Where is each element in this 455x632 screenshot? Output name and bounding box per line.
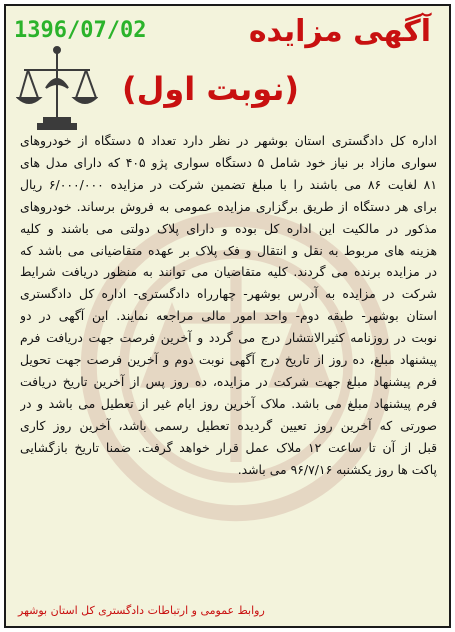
scales-of-justice-icon <box>16 40 98 132</box>
body-line: نوبت در روزنامه کثیرالانتشار درج می گردد و آخرین فرصت جهت دریافت فرم <box>20 330 437 346</box>
body-line: برای هر دستگاه از طریق برگزاری مزایده عمومی به فروش برساند. خودروهای <box>20 198 437 214</box>
body-line: فرم پیشنهاد مبلغ می باشد. ملاک آخرین روز ایام غیر از تعطیل می باشد و در <box>20 395 437 411</box>
body-line: اداره کل دادگستری استان بوشهر در نظر دارد تعداد ۵ دستگاه از خودروهای <box>20 133 437 148</box>
body-line: پاکت ها روز یکشنبه ۹۶/۷/۱۶ می باشد. <box>237 461 437 477</box>
notice-subtitle: (نوبت اول) <box>122 70 299 108</box>
body-line: شرکت در مزایده به آدرس بوشهر- چهارراه دادگستری- اداره کل دادگستری <box>20 286 437 302</box>
notice-title: آگهی مزایده <box>248 14 431 49</box>
body-line: قبل از آن تا ساعت ۱۲ ملاک عمل قرار خواهد گرفت. ضمنا تاریخ بازگشایی <box>20 439 437 455</box>
notice-body <box>20 130 437 481</box>
body-line: ۸۱ لغایت ۸۶ می باشند را با مبلغ تضمین شرکت در مزایده ۶/۰۰۰/۰۰۰ ریال <box>20 176 437 192</box>
body-line: استان بوشهر- طبقه دوم- واحد امور مالی مراجعه نمایند. این آگهی در دو <box>20 308 437 324</box>
body-line: در مزایده برنده می گردند. کلیه متقاضیان می توانند به منظور دریافت شرایط <box>20 264 437 280</box>
body-line: فرم پیشنهاد مبلغ جهت شرکت در مزایده، ده روز پس از آخرین تاریخ دریافت <box>20 373 437 389</box>
body-line: هزینه های مربوط به نقل و انتقال و فک پلاک بر عهده متقاضیانی می باشد که <box>20 242 437 258</box>
body-line: مذکور در مالکیت این اداره کل بوده و دارای پلاک دولتی می باشند و کلیه <box>20 220 437 236</box>
notice-frame <box>4 4 451 628</box>
body-line: سواری مازاد بر نیاز خود شامل ۵ دستگاه سواری پژو ۴۰۵ که دارای مدل های <box>20 154 437 170</box>
date-stamp: 1396/07/02 <box>14 18 147 43</box>
footer-credit: روابط عمومی و ارتباطات دادگستری کل استان بوشهر <box>18 604 265 617</box>
body-line: صورتی که آخرین روز تعیین گردیده تعطیل رسمی باشد، آخرین روز کاری <box>20 417 437 433</box>
body-line: پیشنهاد مبلغ، ده روز از تاریخ درج آگهی نوبت دوم و آخرین فرصت جهت تحویل <box>20 352 437 368</box>
